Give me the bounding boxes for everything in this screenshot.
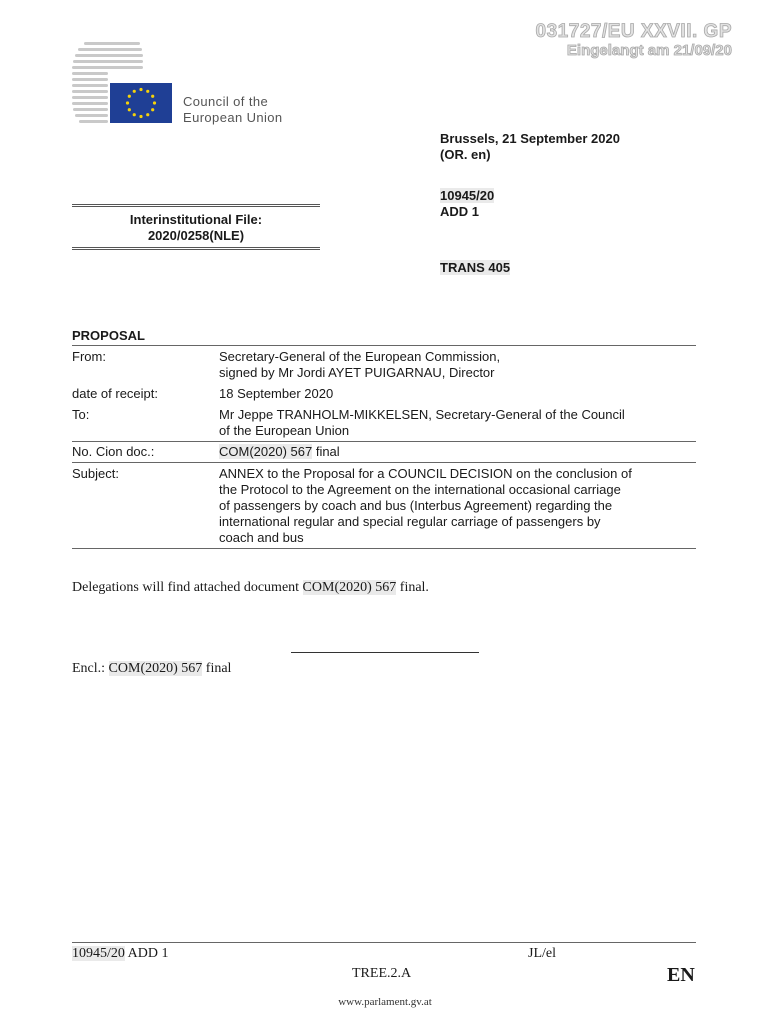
- enclosure-reference: COM(2020) 567: [108, 661, 203, 676]
- flag-star-icon: [126, 101, 129, 104]
- enclosure-suffix: final: [202, 661, 232, 676]
- footer-addendum: ADD 1: [124, 946, 169, 961]
- row-from: [72, 349, 696, 383]
- flag-star-icon: [133, 113, 136, 116]
- date-block: [440, 131, 620, 163]
- row-label: No. Cion doc.:: [72, 444, 155, 459]
- addendum-number: ADD 1: [440, 204, 480, 219]
- delegations-paragraph: [72, 580, 429, 596]
- footer-language: EN: [667, 964, 695, 986]
- document-reference: [440, 188, 494, 220]
- row-label: date of receipt:: [72, 386, 158, 401]
- table-row-rule: [72, 441, 696, 442]
- stamp-received-date: Eingelangt am 21/09/20: [566, 41, 732, 59]
- interinstitutional-label: Interinstitutional File:: [129, 212, 263, 227]
- flag-star-icon: [146, 113, 149, 116]
- flag-star-icon: [151, 95, 154, 98]
- row-label: To:: [72, 407, 90, 422]
- flag-star-icon: [128, 95, 131, 98]
- row-label: From:: [72, 349, 106, 364]
- table-bottom-rule: [72, 548, 696, 549]
- row-value-line: of passengers by coach and bus (Interbus Agreement) regarding the: [219, 498, 613, 513]
- footer-rule: [72, 942, 696, 943]
- commission-doc-reference: COM(2020) 567: [219, 444, 313, 459]
- flag-star-icon: [139, 88, 142, 91]
- row-label: Subject:: [72, 466, 119, 481]
- council-name-line1: Council of the: [183, 94, 269, 109]
- document-number: 10945/20: [440, 188, 495, 203]
- row-value: [219, 349, 697, 381]
- flag-star-icon: [133, 90, 136, 93]
- row-value-line: of the European Union: [219, 423, 350, 438]
- footer-department: TREE.2.A: [352, 966, 412, 981]
- row-value-line: ANNEX to the Proposal for a COUNCIL DECISION on the conclusion of: [219, 466, 632, 481]
- proposal-title: PROPOSAL: [72, 328, 145, 343]
- flag-star-icon: [151, 108, 154, 111]
- footer-doc-number: 10945/20: [72, 946, 125, 961]
- commission-doc-suffix: final: [312, 444, 340, 459]
- footer-document-reference: [72, 946, 168, 962]
- footer-initials: JL/el: [528, 946, 556, 961]
- row-value: [219, 466, 697, 546]
- registration-stamp: [536, 22, 732, 59]
- delegations-suffix: final.: [396, 580, 429, 595]
- row-value-line: the Protocol to the Agreement on the international occasional carriage: [219, 482, 621, 497]
- document-date: Brussels, 21 September 2020: [440, 131, 620, 146]
- council-logo: [72, 40, 178, 126]
- flag-star-icon: [128, 108, 131, 111]
- separator-line: [291, 652, 479, 653]
- row-value-line: Secretary-General of the European Commission,: [219, 349, 501, 364]
- flag-star-icon: [139, 115, 142, 118]
- delegations-text: Delegations will find attached document: [72, 580, 303, 595]
- original-language: (OR. en): [440, 147, 491, 162]
- row-value-line: coach and bus: [219, 530, 304, 545]
- flag-star-icon: [153, 101, 156, 104]
- row-value-line: Mr Jeppe TRANHOLM-MIKKELSEN, Secretary-General of the Council: [219, 407, 625, 422]
- trans-code: TRANS 405: [440, 260, 511, 275]
- enclosure-label: Encl.:: [72, 661, 109, 676]
- enclosure-line: [72, 661, 231, 677]
- row-value: 18 September 2020: [219, 386, 334, 401]
- interinstitutional-number: 2020/0258(NLE): [147, 228, 245, 243]
- interinstitutional-file: [72, 204, 320, 250]
- footer-url: www.parlament.gv.at: [338, 996, 432, 1008]
- council-name-line2: European Union: [183, 110, 283, 125]
- delegations-reference: COM(2020) 567: [302, 580, 397, 595]
- row-value: [219, 444, 697, 460]
- council-emblem-icon: [72, 40, 178, 126]
- row-value-line: signed by Mr Jordi AYET PUIGARNAU, Director: [219, 365, 495, 380]
- table-top-rule: [72, 345, 696, 346]
- table-row-rule: [72, 462, 696, 463]
- subject-code: [440, 260, 510, 275]
- row-value-line: international regular and special regular carriage of passengers by: [219, 514, 601, 529]
- council-name: [183, 94, 283, 126]
- flag-star-icon: [146, 90, 149, 93]
- row-value: [219, 407, 697, 439]
- stamp-reference: 031727/EU XXVII. GP: [535, 21, 732, 42]
